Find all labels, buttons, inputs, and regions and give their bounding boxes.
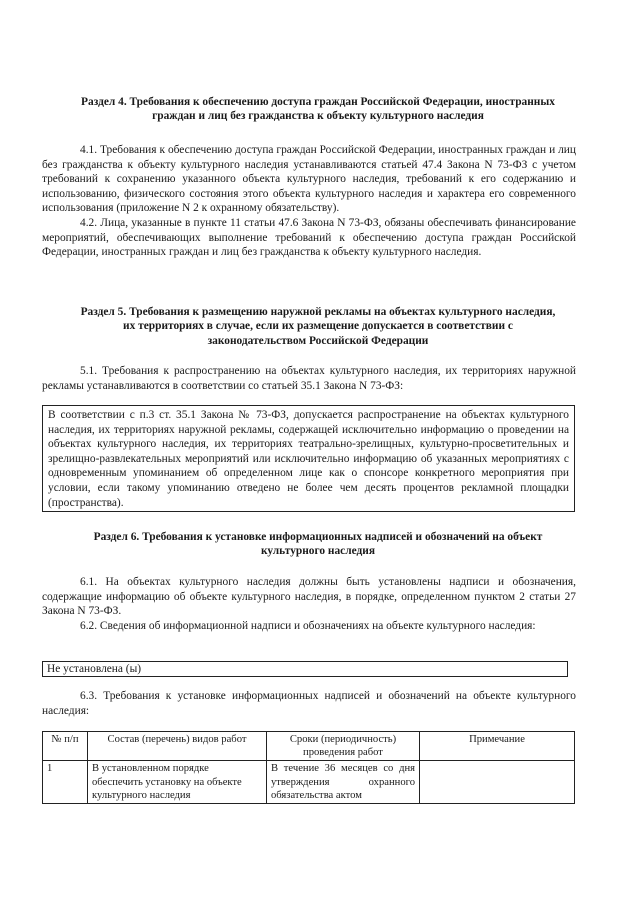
cell-terms: В течение 36 месяцев со дня утверждения охранного обязательства актом	[267, 761, 420, 804]
paragraph-6-2: 6.2. Сведения об информационной надписи и обозначениях на объекте культурного наследия:	[80, 620, 536, 632]
cell-number: 1	[43, 761, 88, 804]
section-5-title-line-1: Раздел 5. Требования к размещению наружной рекламы на объектах культурного наследия,	[80, 306, 556, 318]
section-5-title-line-3: законодательством Российской Федерации	[207, 334, 429, 347]
information-sign-field: Не установлена (ы)	[42, 661, 568, 677]
advertising-requirements-box: В соответствии с п.3 ст. 35.1 Закона № 73-ФЗ, допускается распространение на объектах культурного наследия, их территориях наружной рекламы, содержащей исключительно информацию о проведении на объектах культурного наследия, их территориях театрально-зрелищных, культурно-просветительных и зрелищно-развлекательных мероприятий или исключительно информацию об указанных мероприятиях с одновременным упоминанием об определенном лице как о спонсоре конкретного мероприятия при условии, если такому упоминанию отведено не более чем десять процентов рекламной площадки (пространства).	[42, 405, 575, 512]
header-note: Примечание	[420, 732, 575, 761]
header-terms: Сроки (периодичность) проведения работ	[267, 732, 420, 761]
header-number: № п/п	[43, 732, 88, 761]
cell-note	[420, 761, 575, 804]
section-6-title-line-1: Раздел 6. Требования к установке информационных надписей и обозначений на объект	[93, 531, 543, 543]
paragraph-4-2: 4.2. Лица, указанные в пункте 11 статьи 47.6 Закона N 73-ФЗ, обязаны обеспечивать финансирование мероприятий, обеспечивающих выполнение требований к обеспечению доступа граждан Российской Федерации, иностранных граждан и лиц без гражданства к объекту культурного наследия.	[42, 217, 576, 259]
paragraph-6-1: 6.1. На объектах культурного наследия должны быть установлены надписи и обозначения, содержащие информацию об объекте культурного наследия, в порядке, определенном пунктом 2 статьи 27 Закона N 73-ФЗ.	[42, 576, 576, 618]
paragraph-5-1: 5.1. Требования к распространению на объектах культурного наследия, их территориях наружной рекламы устанавливаются в соответствии со статьей 35.1 Закона N 73-ФЗ:	[42, 365, 576, 392]
paragraph-6-3: 6.3. Требования к установке информационных надписей и обозначений на объекте культурного наследия:	[42, 690, 576, 717]
table-row	[43, 761, 575, 804]
works-table	[42, 731, 575, 804]
header-works: Состав (перечень) видов работ	[88, 732, 267, 761]
section-6-title	[48, 530, 588, 559]
paragraph-4-1: 4.1. Требования к обеспечению доступа граждан Российской Федерации, иностранных граждан и лиц без гражданства к объекту культурного наследия устанавливаются статьей 47.4 Закона N 73-ФЗ с учетом требований к сохранению указанного объекта культурного наследия, требований к его содержанию и использованию, физического состояния этого объекта культурного наследия и характера его современного использования (приложение N 2 к охранному обязательству).	[42, 144, 576, 215]
section-4-title-line-2: граждан и лиц без гражданства к объекту культурного наследия	[152, 110, 484, 123]
section-4-title	[48, 95, 588, 124]
table-header-row	[43, 732, 575, 761]
cell-works: В установленном порядке обеспечить установку на объекте культурного наследия	[88, 761, 267, 804]
section-5-title-line-2: их территориях в случае, если их размещение допускается в соответствии с	[123, 320, 513, 333]
section-4-title-line-1: Раздел 4. Требования к обеспечению доступа граждан Российской Федерации, иностранных	[81, 96, 555, 108]
section-6-title-line-2: культурного наследия	[260, 545, 376, 558]
section-5-title	[48, 305, 588, 348]
